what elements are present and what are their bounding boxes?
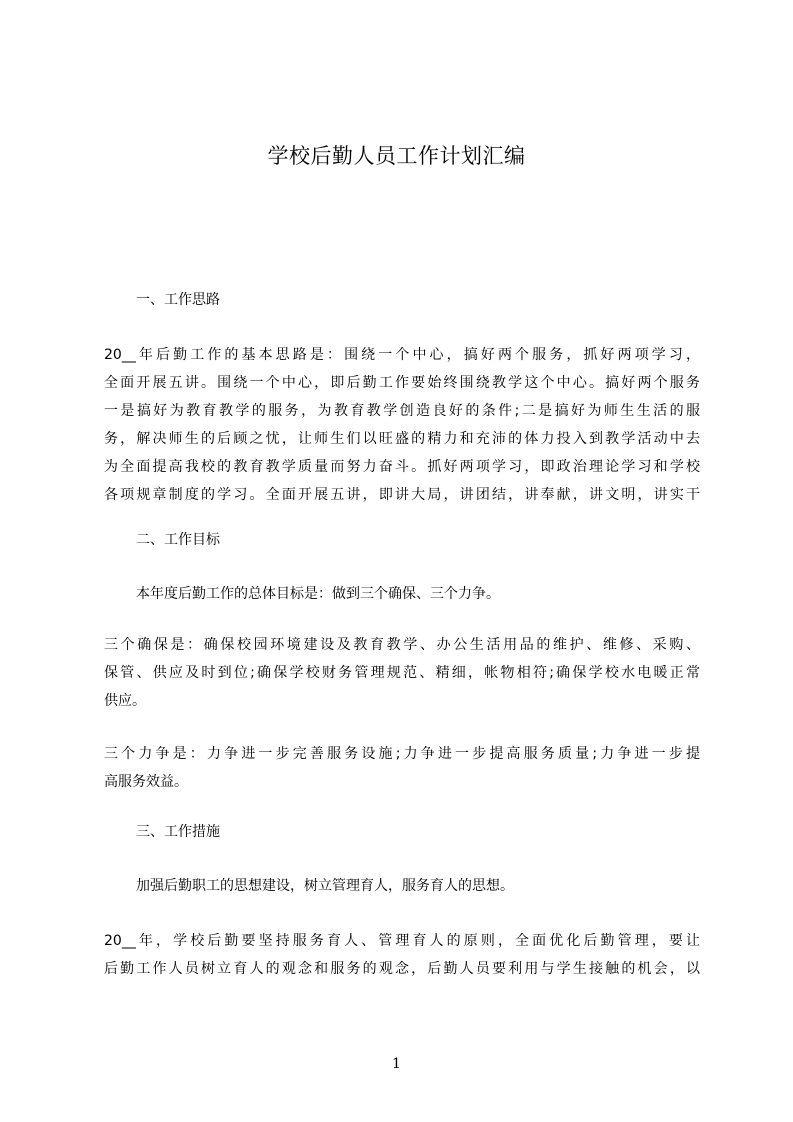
paragraph-line: 三个确保是：确保校园环境建设及教育教学、办公生活用品的维护、维修、采购、: [104, 637, 700, 653]
paragraph-measures: [104, 927, 700, 983]
paragraph-line: 20__年后勤工作的基本思路是：围绕一个中心，搞好两个服务，抓好两项学习，: [104, 347, 700, 363]
paragraph-line: 供应。: [104, 693, 146, 709]
section-heading-work-goals: 二、工作目标: [136, 532, 220, 548]
paragraph-line: 全面开展五讲。围绕一个中心，即后勤工作要始终围绕教学这个中心。搞好两个服务: [104, 375, 700, 391]
paragraph-line: 保管、供应及时到位;确保学校财务管理规范、精细，帐物相符;确保学校水电暖正常: [104, 665, 700, 681]
paragraph-line: 为全面提高我校的教育教学质量而努力奋斗。抓好两项学习，即政治理论学习和学校: [104, 459, 700, 475]
page-number: 1: [392, 1056, 401, 1072]
paragraph-line: 后勤工作人员树立育人的观念和服务的观念，后勤人员要利用与学生接触的机会，以: [104, 961, 700, 977]
paragraph-line: 三个力争是：力争进一步完善服务设施;力争进一步提高服务质量;力争进一步提: [104, 746, 700, 762]
paragraph-three-strives: [104, 740, 700, 796]
section-heading-work-ideas: 一、工作思路: [136, 292, 220, 308]
paragraph-line: 20__年，学校后勤要坚持服务育人、管理育人的原则，全面优化后勤管理，要让: [104, 933, 700, 949]
paragraph-three-ensures: [104, 631, 700, 715]
document-title: 学校后勤人员工作计划汇编: [267, 144, 526, 168]
paragraph-line: 务，解决师生的后顾之忧，让师生们以旺盛的精力和充沛的体力投入到教学活动中去: [104, 431, 700, 447]
paragraph-goals-intro: 本年度后勤工作的总体目标是：做到三个确保、三个力争。: [136, 586, 500, 602]
paragraph-work-ideas: [104, 341, 700, 509]
paragraph-measures-intro: 加强后勤职工的思想建设，树立管理育人，服务育人的思想。: [136, 878, 514, 894]
section-heading-work-measures: 三、工作措施: [136, 824, 220, 840]
paragraph-line: 一是搞好为教育教学的服务，为教育教学创造良好的条件;二是搞好为师生生活的服: [104, 403, 700, 419]
paragraph-line: 各项规章制度的学习。全面开展五讲，即讲大局，讲团结，讲奉献，讲文明，讲实干: [104, 487, 700, 503]
paragraph-line: 高服务效益。: [104, 774, 188, 790]
